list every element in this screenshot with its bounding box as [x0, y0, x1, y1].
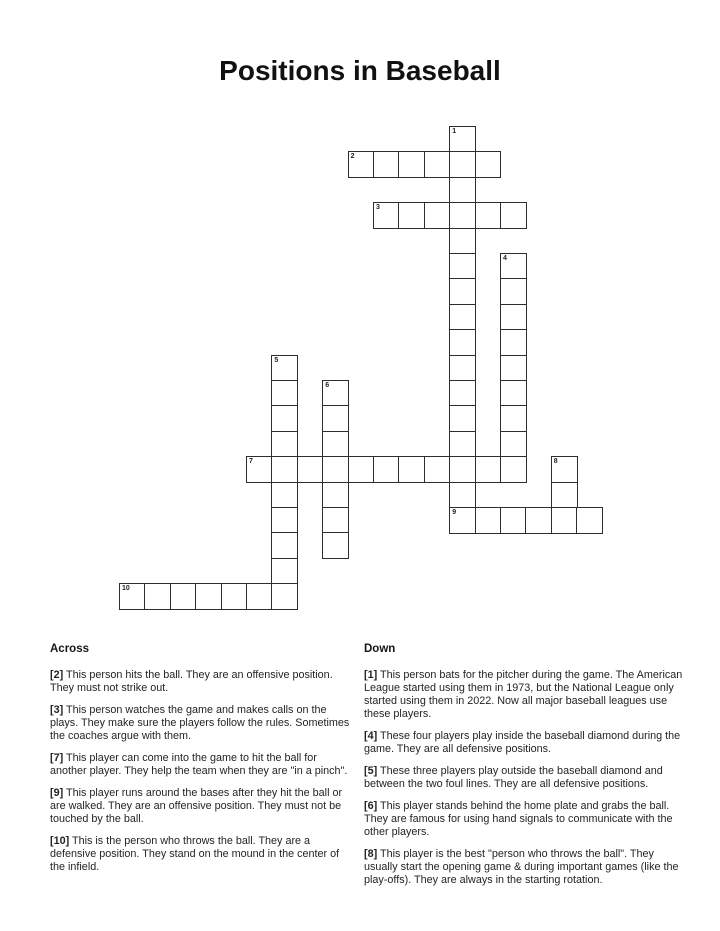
grid-cell[interactable]	[475, 507, 502, 534]
grid-cell[interactable]	[500, 431, 527, 458]
grid-cell[interactable]	[551, 482, 578, 509]
clue-label: [7]	[50, 752, 64, 764]
grid-cell[interactable]	[475, 456, 502, 483]
grid-cell[interactable]	[398, 202, 425, 229]
grid-cell[interactable]	[424, 202, 451, 229]
grid-cell[interactable]	[500, 253, 527, 280]
clue-item: [7] This player can come into the game to hit the ball for another player. They help the team when they are "in a pinch".	[50, 752, 348, 777]
grid-cell[interactable]	[449, 151, 476, 178]
grid-cell[interactable]	[500, 329, 527, 356]
grid-cell[interactable]	[373, 202, 400, 229]
clue-number: 7	[249, 458, 253, 466]
grid-cell[interactable]	[271, 431, 298, 458]
down-section	[364, 643, 688, 896]
clue-item: [4] These four players play inside the baseball diamond during the game. They are all defensive positions.	[364, 730, 681, 755]
grid-cell[interactable]	[271, 405, 298, 432]
clue-number: 6	[325, 382, 330, 389]
grid-cell[interactable]	[322, 431, 349, 458]
grid-cell[interactable]	[271, 507, 298, 534]
grid-cell[interactable]	[246, 583, 273, 610]
grid-cell[interactable]	[144, 583, 171, 610]
grid-cell[interactable]	[348, 456, 375, 483]
grid-cell[interactable]	[449, 482, 476, 509]
grid-cell[interactable]	[271, 456, 298, 483]
clue-label: [4]	[364, 730, 378, 742]
grid-cell[interactable]	[475, 202, 502, 229]
grid-cell[interactable]	[322, 482, 349, 509]
clue-number: 1	[452, 128, 457, 135]
grid-cell[interactable]	[322, 532, 349, 559]
grid-cell[interactable]	[449, 177, 476, 204]
grid-cell[interactable]	[170, 583, 197, 610]
clue-item: [3] This person watches the game and makes calls on the plays. They make sure the players follow the rules. Sometimes the coaches argue with them.	[50, 704, 350, 742]
grid-cell[interactable]	[398, 456, 425, 483]
grid-cell[interactable]	[322, 380, 349, 407]
grid-cell[interactable]	[424, 151, 451, 178]
grid-cell[interactable]	[551, 456, 578, 483]
grid-cell[interactable]	[500, 278, 527, 305]
grid-cell[interactable]	[551, 507, 578, 534]
down-clue-list	[364, 669, 688, 887]
grid-cell[interactable]	[449, 355, 476, 382]
grid-cell[interactable]	[500, 304, 527, 331]
clue-label: [6]	[364, 800, 378, 812]
grid-cell[interactable]	[271, 532, 298, 559]
across-section	[50, 643, 352, 883]
clue-item: [1] This person bats for the pitcher during the game. The American League started using them in 1973, but the National League only started using them in 2022. Now all major baseball leagues use these players.	[364, 669, 683, 720]
down-header: Down	[364, 643, 396, 655]
grid-cell[interactable]	[449, 431, 476, 458]
clue-label: [10]	[50, 835, 70, 847]
clue-number: 9	[452, 509, 457, 516]
across-header: Across	[50, 643, 89, 655]
clue-label: [2]	[50, 669, 64, 681]
grid-cell[interactable]	[221, 583, 248, 610]
grid-cell[interactable]	[500, 202, 527, 229]
grid-cell[interactable]	[500, 507, 527, 534]
grid-cell[interactable]	[373, 151, 400, 178]
grid-cell[interactable]	[424, 456, 451, 483]
grid-cell[interactable]	[449, 304, 476, 331]
grid-cell[interactable]	[500, 405, 527, 432]
clue-item: [6] This player stands behind the home plate and grabs the ball. They are famous for using hand signals to communicate with the other players.	[364, 800, 673, 838]
grid-cell[interactable]	[373, 456, 400, 483]
clue-number: 5	[274, 356, 279, 364]
grid-cell[interactable]	[449, 126, 476, 153]
clue-item: [9] This player runs around the bases after they hit the ball or are walked. They are an offensive position. They must not be touched by the ball.	[50, 787, 343, 825]
grid-cell[interactable]	[322, 405, 349, 432]
grid-cell[interactable]	[348, 151, 375, 178]
grid-cell[interactable]	[322, 456, 349, 483]
grid-cell[interactable]	[449, 202, 476, 229]
grid-cell[interactable]	[449, 228, 476, 255]
grid-cell[interactable]	[500, 456, 527, 483]
clue-item: [8] This player is the best "person who throws the ball". They usually start the opening game & during important games (like the play-offs). They are always in the starting rotation.	[364, 848, 679, 886]
grid-cell[interactable]	[449, 253, 476, 280]
grid-cell[interactable]	[246, 456, 273, 483]
grid-cell[interactable]	[449, 405, 476, 432]
clue-label: [3]	[50, 704, 64, 716]
grid-cell[interactable]	[525, 507, 552, 534]
grid-cell[interactable]	[398, 151, 425, 178]
clue-number: 4	[503, 255, 507, 262]
grid-cell[interactable]	[449, 456, 476, 483]
clue-number: 2	[350, 153, 355, 161]
grid-cell[interactable]	[297, 456, 324, 483]
grid-cell[interactable]	[449, 380, 476, 407]
grid-cell[interactable]	[449, 278, 476, 305]
grid-cell[interactable]	[271, 380, 298, 407]
grid-cell[interactable]	[271, 583, 298, 610]
grid-cell[interactable]	[449, 329, 476, 356]
grid-cell[interactable]	[271, 482, 298, 509]
clue-item: [5] These three players play outside the baseball diamond and between the two foul lines. They are all defensive positions.	[364, 765, 663, 790]
clue-number: 10	[122, 585, 130, 593]
grid-cell[interactable]	[500, 380, 527, 407]
grid-cell[interactable]	[271, 355, 298, 382]
clue-number: 3	[376, 204, 380, 212]
grid-cell[interactable]	[449, 507, 476, 534]
clue-item: [10] This is the person who throws the ball. They are a defensive position. They stand on the mound in the center of the infield.	[50, 835, 340, 873]
grid-cell[interactable]	[475, 151, 502, 178]
clue-label: [9]	[50, 787, 64, 799]
grid-cell[interactable]	[500, 355, 527, 382]
grid-cell[interactable]	[195, 583, 222, 610]
page-title: Positions in Baseball	[219, 55, 501, 86]
clue-number: 8	[553, 458, 558, 466]
grid-cell[interactable]	[322, 507, 349, 534]
grid-cell[interactable]	[576, 507, 603, 534]
clue-label: [5]	[364, 765, 378, 777]
clue-item: [2] This person hits the ball. They are an offensive position. They must not strike out.	[50, 669, 333, 694]
clue-label: [8]	[364, 848, 378, 860]
grid-cell[interactable]	[119, 583, 146, 610]
clue-label: [1]	[364, 669, 378, 681]
across-clue-list	[50, 669, 352, 874]
grid-cell[interactable]	[271, 558, 298, 585]
